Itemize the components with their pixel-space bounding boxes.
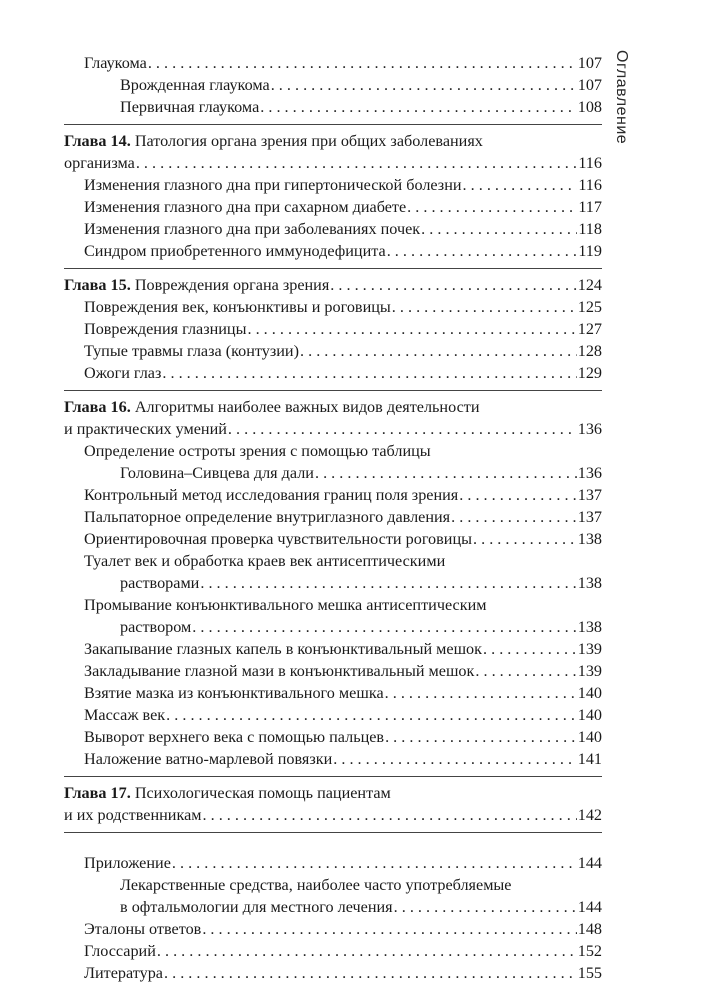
chapter-16-entries-a <box>64 484 602 550</box>
page-number: 140 <box>577 684 602 702</box>
section-divider <box>64 390 602 391</box>
section-divider <box>64 124 602 125</box>
dot-leader <box>164 962 577 984</box>
page-number: 142 <box>577 806 602 824</box>
dot-leader <box>473 528 577 550</box>
page-number: 138 <box>577 618 602 636</box>
page-number: 119 <box>578 242 602 260</box>
page-number: 141 <box>577 750 602 768</box>
dot-leader <box>200 572 576 594</box>
chapter-label: Глава 16. <box>64 398 131 416</box>
page-number: 155 <box>577 964 602 982</box>
toc-entry[interactable]: Ориентировочная проверка чувствительности роговицы . . . 138 <box>64 528 602 550</box>
page-number: 139 <box>577 662 602 680</box>
page-number: 127 <box>577 320 602 338</box>
dot-leader <box>203 804 577 826</box>
chapter-17-heading[interactable]: Глава 17. Психологическая помощь пациентам <box>64 784 391 802</box>
toc-entry-answers[interactable]: Эталоны ответов . . . 148 <box>64 918 602 940</box>
dot-leader <box>385 682 577 704</box>
toc-entry-conjunctival-wash-cont[interactable]: раствором . . . 138 <box>64 616 602 638</box>
dot-leader <box>247 318 576 340</box>
dot-leader <box>392 296 577 318</box>
page-number: 139 <box>577 640 602 658</box>
chapter-15-entries <box>64 296 602 384</box>
toc-entry-appendix-drugs[interactable]: Лекарственные средства, наиболее часто употребляемые <box>120 876 512 894</box>
dot-leader <box>271 74 577 96</box>
toc-entry[interactable]: Повреждения век, конъюнктивы и роговицы . . . 125 <box>64 296 602 318</box>
dot-leader <box>192 616 576 638</box>
toc-entry[interactable]: Контрольный метод исследования границ поля зрения . . . 137 <box>64 484 602 506</box>
toc-entry[interactable]: Взятие мазка из конъюнктивального мешка . . . 140 <box>64 682 602 704</box>
dot-leader <box>166 704 577 726</box>
page-number: 125 <box>577 298 602 316</box>
dot-leader <box>136 152 577 174</box>
chapter-16-heading[interactable]: Глава 16. Алгоритмы наиболее важных видов деятельности <box>64 398 480 416</box>
chapter-14-entries <box>64 174 602 262</box>
chapter-17-heading-cont[interactable]: и их родственникам . . . 142 <box>64 804 602 826</box>
page-number: 138 <box>577 530 602 548</box>
toc-entry-congenital-glaucoma[interactable]: Врожденная глаукома . . . 107 <box>64 74 602 96</box>
toc-entry[interactable]: Закапывание глазных капель в конъюнктивальный мешок . . . 139 <box>64 638 602 660</box>
toc-entry[interactable]: Ожоги глаз . . . 129 <box>64 362 602 384</box>
page-number: 137 <box>577 486 602 504</box>
dot-leader <box>463 174 578 196</box>
dot-leader <box>260 96 576 118</box>
page-number: 136 <box>577 464 602 482</box>
toc-entry-glossary[interactable]: Глоссарий . . . 152 <box>64 940 602 962</box>
chapter-16-entries-b <box>64 638 602 770</box>
dot-leader <box>387 240 578 262</box>
page-number: 107 <box>577 54 602 72</box>
chapter-14-heading[interactable]: Глава 14. Патология органа зрения при общих заболеваниях <box>64 132 483 150</box>
page-number: 124 <box>577 276 602 294</box>
page-number: 108 <box>577 98 602 116</box>
toc-entry[interactable]: Изменения глазного дна при гипертонической болезни . . . 116 <box>64 174 602 196</box>
dot-leader <box>475 660 576 682</box>
toc-entry[interactable]: Изменения глазного дна при сахарном диабете . . . 117 <box>64 196 602 218</box>
toc-entry-eyelid-toilet-cont[interactable]: растворами . . . 138 <box>64 572 602 594</box>
toc-entry[interactable]: Наложение ватно-марлевой повязки . . . 141 <box>64 748 602 770</box>
page-number: 140 <box>577 728 602 746</box>
dot-leader <box>421 218 577 240</box>
page-number: 116 <box>578 154 602 172</box>
chapter-16-heading-cont[interactable]: и практических умений . . . 136 <box>64 418 602 440</box>
chapter-label: Глава 15. <box>64 276 131 294</box>
dot-leader <box>162 362 576 384</box>
section-divider <box>64 268 602 269</box>
chapter-14-heading-cont[interactable]: организма . . . 116 <box>64 152 602 174</box>
table-of-contents <box>64 52 602 984</box>
dot-leader <box>148 52 577 74</box>
dot-leader <box>228 418 577 440</box>
chapter-label: Глава 14. <box>64 132 131 150</box>
toc-entry-visual-acuity-cont[interactable]: Головина–Сивцева для дали . . . 136 <box>64 462 602 484</box>
toc-entry-literature[interactable]: Литература . . . 155 <box>64 962 602 984</box>
chapter-label: Глава 17. <box>64 784 131 802</box>
dot-leader <box>451 506 577 528</box>
dot-leader <box>172 852 577 874</box>
toc-entry[interactable]: Пальпаторное определение внутриглазного давления . . . 137 <box>64 506 602 528</box>
toc-entry-glaucoma[interactable]: Глаукома . . . 107 <box>64 52 602 74</box>
page-number: 137 <box>577 508 602 526</box>
page-number: 152 <box>577 942 602 960</box>
toc-entry[interactable]: Выворот верхнего века с помощью пальцев . . . 140 <box>64 726 602 748</box>
running-head: Оглавление <box>613 50 630 145</box>
section-divider <box>64 832 602 833</box>
dot-leader <box>202 918 576 940</box>
toc-entry-conjunctival-wash[interactable]: Промывание конъюнктивального мешка антисептическим <box>84 596 487 614</box>
section-divider <box>64 776 602 777</box>
dot-leader <box>157 940 577 962</box>
dot-leader <box>333 748 576 770</box>
page-number: 136 <box>577 420 602 438</box>
dot-leader <box>300 340 577 362</box>
toc-entry-appendix[interactable]: Приложение . . . 144 <box>64 852 602 874</box>
dot-leader <box>394 896 577 918</box>
dot-leader <box>483 638 577 660</box>
toc-entry[interactable]: Изменения глазного дна при заболеваниях почек . . . 118 <box>64 218 602 240</box>
page-number: 117 <box>578 198 602 216</box>
toc-entry-visual-acuity[interactable]: Определение остроты зрения с помощью таблицы <box>84 442 431 460</box>
toc-entry-eyelid-toilet[interactable]: Туалет век и обработка краев век антисептическими <box>84 552 446 570</box>
toc-entry-appendix-drugs-cont[interactable]: в офтальмологии для местного лечения . . . 144 <box>64 896 602 918</box>
dot-leader <box>330 274 576 296</box>
page-number: 140 <box>577 706 602 724</box>
toc-entry[interactable]: Массаж век . . . 140 <box>64 704 602 726</box>
chapter-15-heading[interactable]: Глава 15. Повреждения органа зрения . . . 124 <box>64 274 602 296</box>
page-number: 128 <box>577 342 602 360</box>
toc-entry[interactable]: Синдром приобретенного иммунодефицита . . . 119 <box>64 240 602 262</box>
page-number: 107 <box>577 76 602 94</box>
page-number: 148 <box>577 920 602 938</box>
toc-entry[interactable]: Тупые травмы глаза (контузии) . . . 128 <box>64 340 602 362</box>
page-number: 138 <box>577 574 602 592</box>
dot-leader <box>385 726 577 748</box>
dot-leader <box>407 196 577 218</box>
page-number: 144 <box>577 854 602 872</box>
page-number: 129 <box>577 364 602 382</box>
toc-entry[interactable]: Повреждения глазницы . . . 127 <box>64 318 602 340</box>
dot-leader <box>315 462 577 484</box>
page-number: 116 <box>578 176 602 194</box>
toc-entry[interactable]: Закладывание глазной мази в конъюнктивальный мешок . . . 139 <box>64 660 602 682</box>
dot-leader <box>459 484 576 506</box>
page-number: 144 <box>577 898 602 916</box>
page-number: 118 <box>578 220 602 238</box>
toc-entry-primary-glaucoma[interactable]: Первичная глаукома . . . 108 <box>64 96 602 118</box>
